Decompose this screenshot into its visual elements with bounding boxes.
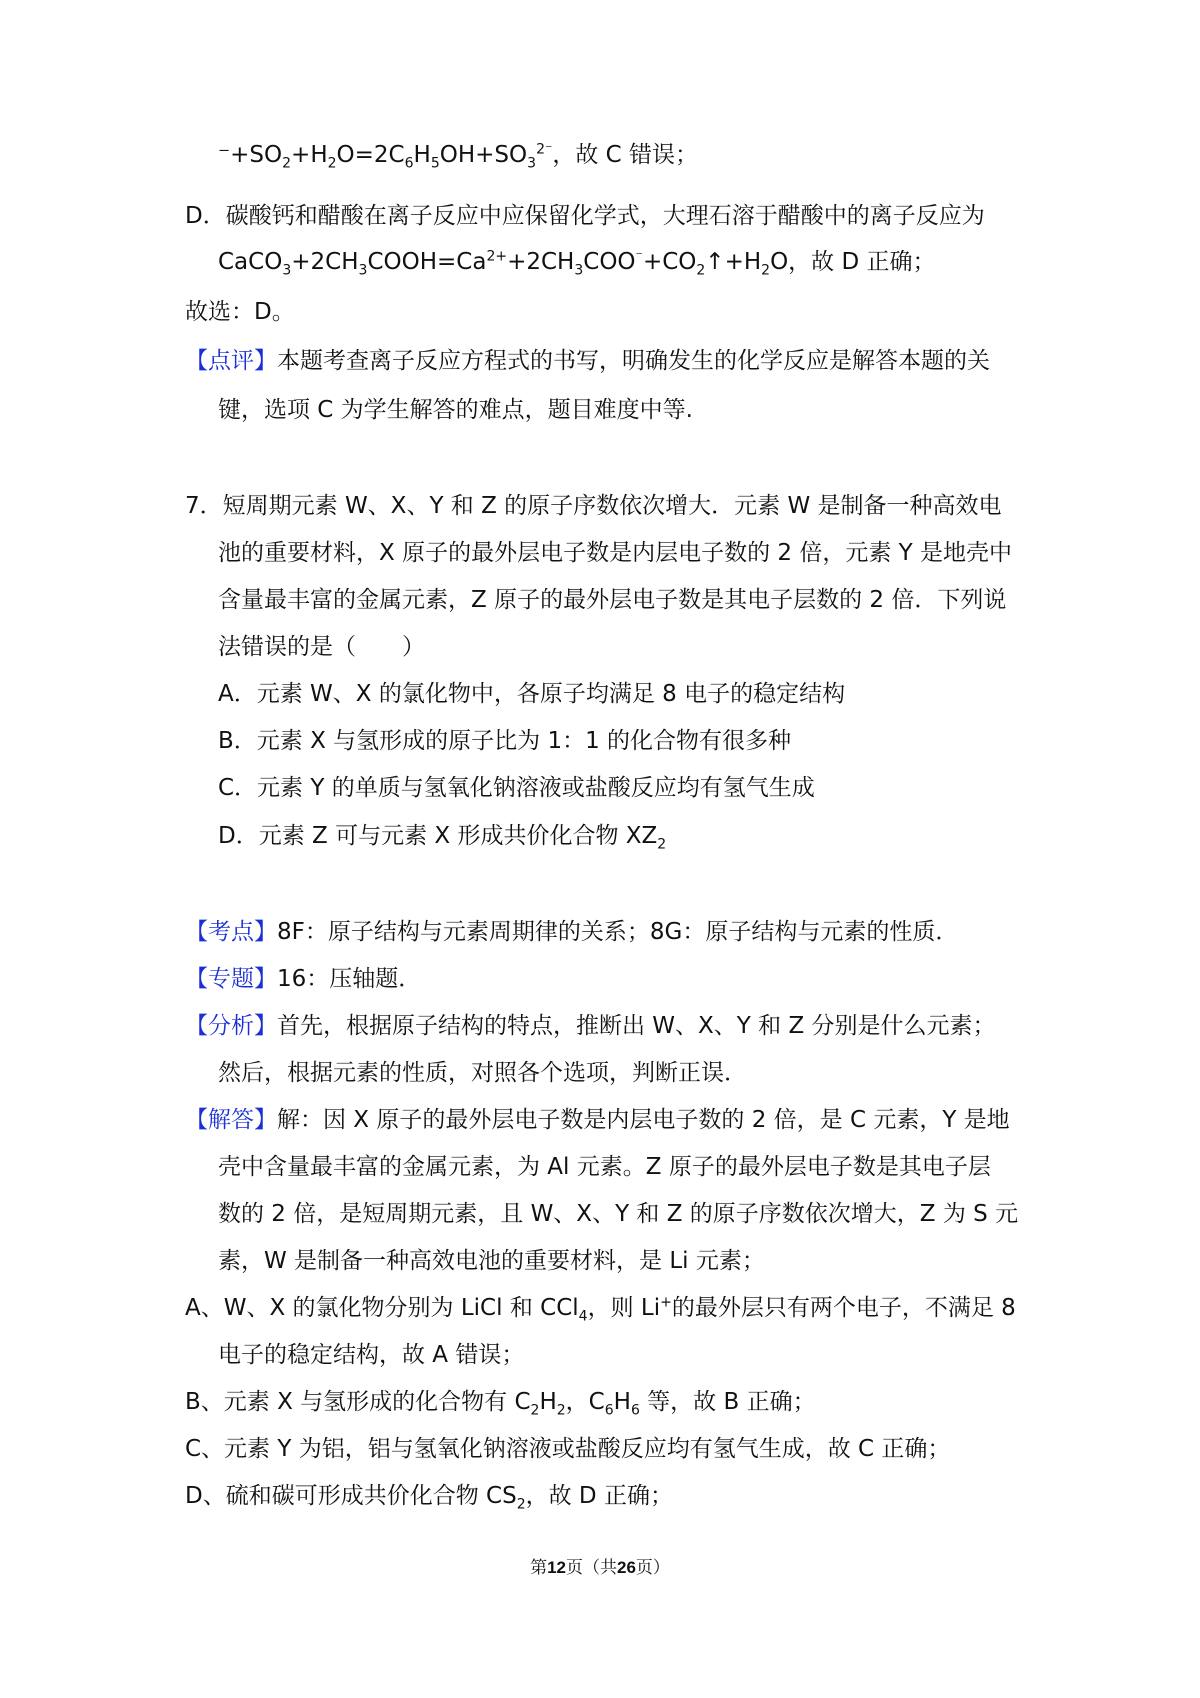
text-line: 然后，根据元素的性质，对照各个选项，判断正误． xyxy=(218,1060,747,1086)
section-label: 【考点】 xyxy=(185,919,277,945)
text-line: $CaCO_3+2CH_3COOH=Ca^{2+}+2CH_3COO^{^-}+CO_2↑+H_2O$，故 D 正确； xyxy=(218,248,936,279)
text-line: C、元素 Y 为铝，铝与氢氧化钠溶液或盐酸反应均有氢气生成，故 C 正确； xyxy=(185,1436,951,1462)
option-a: A．元素 W、X 的氯化物中，各原子均满足 8 电子的稳定结构 xyxy=(218,681,846,707)
section-label: 【点评】 xyxy=(185,348,277,374)
text-line: 【解答】解：因 X 原子的最外层电子数是内层电子数的 2 倍，是 C 元素，Y 是地 xyxy=(185,1107,1010,1133)
text-line: 故选：D。 xyxy=(185,299,295,325)
option-d: D．元素 Z 可与元素 X 形成共价化合物 $XZ_2$ xyxy=(218,823,667,853)
text-line: 素，W 是制备一种高效电池的重要材料，是 Li 元素； xyxy=(218,1248,765,1274)
text-line: 7．短周期元素 W、X、Y 和 Z 的原子序数依次增大．元素 W 是制备一种高效电 xyxy=(185,493,1002,519)
text-line: 法错误的是（ ） xyxy=(218,634,425,660)
text-line: B、元素 X 与氢形成的化合物有 $C_2H_2$，$C_6H_6$ 等，故 B 正确； xyxy=(185,1389,816,1419)
text-line: 【专题】16：压轴题． xyxy=(185,966,422,992)
text-line: D．碳酸钙和醋酸在离子反应中应保留化学式，大理石溶于醋酸中的离子反应为 xyxy=(185,203,985,229)
text-line: 壳中含量最丰富的金属元素，为 Al 元素。Z 原子的最外层电子数是其电子层 xyxy=(218,1154,991,1180)
text-line: 【考点】8F：原子结构与元素周期律的关系；8G：原子结构与元素的性质． xyxy=(185,919,959,945)
text-line: 数的 2 倍，是短周期元素，且 W、X、Y 和 Z 的原子序数依次增大，Z 为 S 元 xyxy=(218,1201,1019,1227)
text-line: 电子的稳定结构，故 A 错误； xyxy=(218,1342,525,1368)
option-b: B．元素 X 与氢形成的原子比为 1：1 的化合物有很多种 xyxy=(218,728,792,754)
option-c: C．元素 Y 的单质与氢氧化钠溶液或盐酸反应均有氢气生成 xyxy=(218,775,815,801)
text-line: 池的重要材料，X 原子的最外层电子数是内层电子数的 2 倍，元素 Y 是地壳中 xyxy=(218,540,1012,566)
page-footer: 第12页（共26页） xyxy=(530,1558,670,1578)
section-label: 【分析】 xyxy=(185,1013,277,1039)
text-line: 含量最丰富的金属元素，Z 原子的最外层电子数是其电子层数的 2 倍．下列说 xyxy=(218,587,1007,613)
section-label: 【专题】 xyxy=(185,966,277,992)
text-line: $^-+SO_2+H_2O=2C_6H_5OH+SO_3^{2^-}$，故 C 错误； xyxy=(218,141,699,172)
text-line: D、硫和碳可形成共价化合物 $CS_2$，故 D 正确； xyxy=(185,1483,673,1513)
text-line: A、W、X 的氯化物分别为 LiCl 和 CCl$_4$，则 Li+的最外层只有两个电子，不满足 8 xyxy=(185,1294,1016,1325)
text-line: 【分析】首先，根据原子结构的特点，推断出 W、X、Y 和 Z 分别是什么元素； xyxy=(185,1013,996,1039)
text-line: 【点评】本题考查离子反应方程式的书写，明确发生的化学反应是解答本题的关 xyxy=(185,348,990,374)
section-label: 【解答】 xyxy=(185,1107,277,1133)
text-line: 键，选项 C 为学生解答的难点，题目难度中等. xyxy=(218,397,693,423)
